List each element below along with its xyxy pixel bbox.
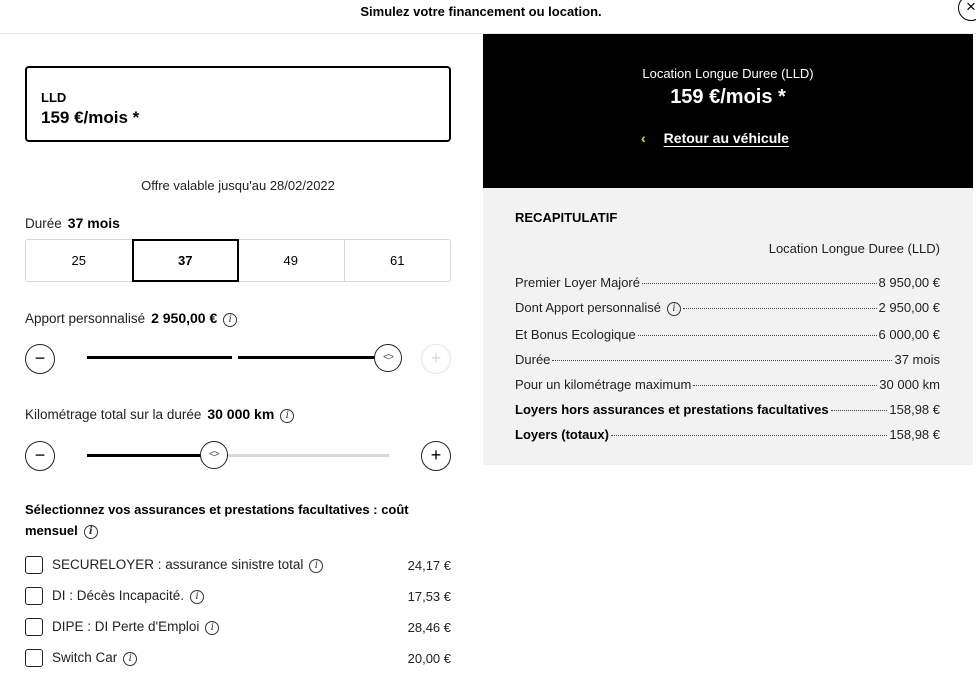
insurance-label [52, 588, 204, 604]
info-icon[interactable]: i [223, 313, 237, 327]
duration-option-49[interactable]: 49 [238, 240, 345, 281]
apport-increase-button[interactable]: + [421, 344, 451, 374]
summary-price: 159 €/mois * [670, 86, 786, 108]
duration-value: 37 mois [67, 215, 120, 231]
recap-row [515, 402, 940, 417]
insurance-label-text: SECURELOYER : assurance sinistre total [52, 557, 304, 572]
duration-label: Durée [25, 216, 62, 231]
recap-row [515, 327, 940, 342]
insurance-label-text: DIPE : DI Perte d'Emploi [52, 619, 200, 634]
dipe-checkbox[interactable] [25, 618, 43, 636]
recap-row [515, 377, 940, 392]
recap-row-label: Durée [515, 352, 551, 367]
apport-label: Apport personnalisé [25, 311, 146, 326]
info-icon[interactable]: i [280, 409, 294, 423]
duration-label-row [25, 215, 120, 231]
insurance-row-switch-car[interactable] [25, 649, 451, 669]
insurance-label [52, 557, 323, 573]
recap-row-value: 30 000 km [879, 377, 940, 392]
duration-selector [25, 239, 451, 282]
secureloyer-checkbox[interactable] [25, 556, 43, 574]
insurance-price: 20,00 € [407, 651, 451, 666]
km-value: 30 000 km [207, 406, 275, 422]
recap-row-value: 2 950,00 € [878, 300, 940, 315]
apport-slider-track-filled[interactable] [87, 356, 232, 359]
recap-panel [483, 188, 973, 465]
info-icon[interactable]: i [205, 621, 219, 635]
recap-row [515, 275, 940, 290]
summary-header-panel [483, 34, 973, 188]
back-link-label[interactable]: Retour au véhicule [663, 130, 789, 146]
recap-row [515, 352, 940, 367]
offer-name: LLD [41, 90, 67, 105]
close-icon[interactable]: × [958, 0, 976, 21]
recap-row-value: 8 950,00 € [878, 275, 940, 290]
insurance-label-text: DI : Décès Incapacité. [52, 588, 185, 603]
insurance-label [52, 619, 219, 635]
insurance-price: 24,17 € [407, 558, 451, 573]
dotted-leader [831, 410, 888, 411]
km-label-row [25, 406, 294, 423]
km-label: Kilométrage total sur la durée [25, 407, 202, 422]
recap-row-label [515, 300, 681, 316]
duration-option-37[interactable]: 37 [133, 240, 239, 281]
insurance-row-dipe[interactable] [25, 618, 451, 638]
recap-row-label-text: Dont Apport personnalisé [515, 300, 661, 315]
recap-row [515, 300, 940, 316]
dotted-leader [642, 283, 877, 284]
switch-car-checkbox[interactable] [25, 649, 43, 667]
info-icon[interactable]: i [190, 590, 204, 604]
insurance-row-secureloyer[interactable] [25, 556, 451, 576]
km-increase-button[interactable]: + [421, 441, 451, 471]
modal-header [0, 0, 976, 34]
recap-row-value: 37 mois [894, 352, 940, 367]
back-to-vehicle-link[interactable] [641, 130, 789, 146]
apport-label-row [25, 310, 237, 327]
recap-row-label: Pour un kilométrage maximum [515, 377, 692, 392]
insurance-section-title [25, 499, 445, 541]
km-slider-track-filled[interactable] [87, 454, 214, 457]
insurance-label [52, 650, 137, 666]
recap-row [515, 427, 940, 442]
info-icon[interactable]: i [123, 652, 137, 666]
dotted-leader [693, 385, 877, 386]
duration-option-25[interactable]: 25 [26, 240, 133, 281]
dotted-leader [611, 435, 887, 436]
km-slider-handle[interactable]: <> [200, 441, 228, 469]
apport-decrease-button[interactable]: − [25, 344, 55, 374]
dotted-leader [683, 308, 877, 309]
di-checkbox[interactable] [25, 587, 43, 605]
insurance-row-di[interactable] [25, 587, 451, 607]
recap-row-label: Loyers (totaux) [515, 427, 609, 442]
insurance-title-text: Sélectionnez vos assurances et prestations facultatives : coût mensuel [25, 502, 409, 538]
offer-price: 159 €/mois * [41, 108, 140, 127]
insurance-price: 17,53 € [407, 589, 451, 604]
dotted-leader [552, 360, 892, 361]
recap-row-label: Et Bonus Ecologique [515, 327, 636, 342]
apport-slider-track[interactable] [238, 356, 388, 359]
info-icon[interactable]: i [309, 559, 323, 573]
recap-row-value: 158,98 € [889, 402, 940, 417]
recap-row-value: 6 000,00 € [878, 327, 940, 342]
apport-slider-handle[interactable]: <> [374, 344, 402, 372]
insurance-label-text: Switch Car [52, 650, 118, 665]
summary-subtitle: Location Longue Duree (LLD) [642, 66, 814, 81]
info-icon[interactable]: i [84, 525, 98, 539]
recap-subtitle: Location Longue Duree (LLD) [768, 241, 940, 256]
info-icon[interactable]: i [667, 302, 681, 316]
offer-validity: Offre valable jusqu'au 28/02/2022 [141, 178, 335, 193]
modal-title: Simulez votre financement ou location. [360, 4, 602, 19]
recap-row-label: Loyers hors assurances et prestations facultatives [515, 402, 829, 417]
offer-card[interactable] [25, 66, 451, 142]
recap-title: RECAPITULATIF [515, 210, 618, 225]
dotted-leader [638, 335, 877, 336]
apport-value: 2 950,00 € [151, 310, 218, 326]
duration-option-61[interactable]: 61 [390, 253, 405, 268]
recap-row-label: Premier Loyer Majoré [515, 275, 640, 290]
chevron-left-icon: ‹ [641, 130, 646, 146]
km-decrease-button[interactable]: − [25, 441, 55, 471]
recap-row-value: 158,98 € [889, 427, 940, 442]
insurance-price: 28,46 € [407, 620, 451, 635]
